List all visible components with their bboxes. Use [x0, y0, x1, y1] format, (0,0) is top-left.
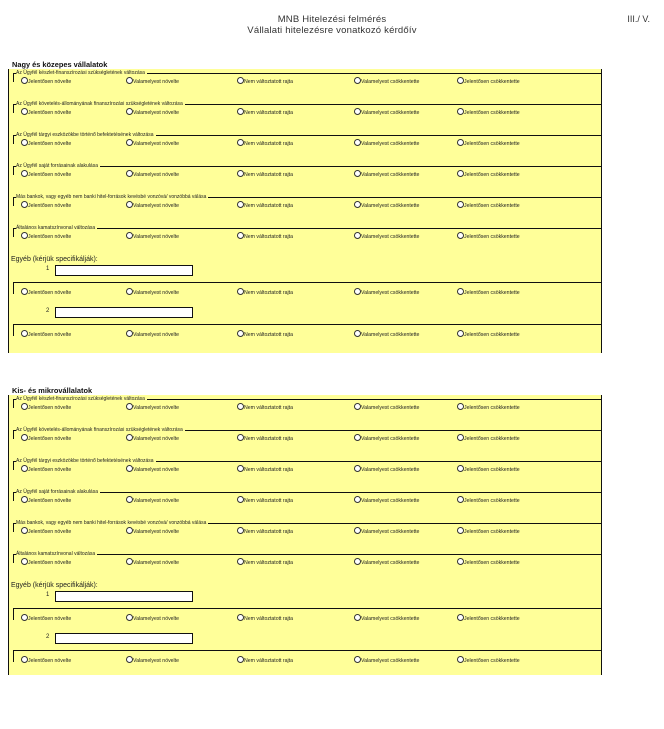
section-body: [8, 395, 602, 675]
radio-icon[interactable]: [457, 527, 464, 534]
radio-icon[interactable]: [237, 656, 244, 663]
option-jelentosen-novelte[interactable]: Jelentősen növelte: [21, 496, 71, 505]
radio-icon[interactable]: [126, 108, 133, 115]
radio-icon[interactable]: [21, 465, 28, 472]
question-group: [9, 224, 601, 255]
option-valamelyest-novelte[interactable]: Valamelyest növelte: [126, 330, 179, 339]
option-valamelyest-csokkentette[interactable]: Valamelyest csökkentette: [354, 77, 419, 86]
radio-icon[interactable]: [354, 288, 361, 295]
radio-icon[interactable]: [237, 330, 244, 337]
option-jelentosen-csokkentette[interactable]: Jelentősen csökkentette: [457, 465, 520, 474]
question-group: [9, 131, 601, 162]
group-divider: [13, 608, 601, 609]
option-valamelyest-novelte[interactable]: Valamelyest növelte: [126, 465, 179, 474]
radio-icon[interactable]: [354, 232, 361, 239]
option-nem-valtoztatott[interactable]: Nem változtatott rajta: [237, 170, 293, 179]
radio-icon[interactable]: [354, 614, 361, 621]
other-number: 2: [46, 634, 50, 640]
question-group: [9, 426, 601, 457]
option-jelentosen-novelte[interactable]: Jelentősen növelte: [21, 527, 71, 536]
radio-icon[interactable]: [354, 330, 361, 337]
option-valamelyest-csokkentette[interactable]: Valamelyest csökkentette: [354, 434, 419, 443]
radio-icon[interactable]: [237, 108, 244, 115]
radio-icon[interactable]: [457, 288, 464, 295]
option-valamelyest-csokkentette[interactable]: Valamelyest csökkentette: [354, 232, 419, 241]
group-divider: [13, 650, 601, 651]
option-valamelyest-csokkentette[interactable]: Valamelyest csökkentette: [354, 403, 419, 412]
other-input-1[interactable]: [55, 265, 193, 276]
question-group: [9, 457, 601, 488]
question-group: [9, 162, 601, 193]
question-group: [9, 550, 601, 581]
radio-icon[interactable]: [457, 614, 464, 621]
option-nem-valtoztatott[interactable]: Nem változtatott rajta: [237, 108, 293, 117]
radio-icon[interactable]: [354, 527, 361, 534]
radio-icon[interactable]: [126, 232, 133, 239]
radio-icon[interactable]: [457, 558, 464, 565]
radio-icon[interactable]: [21, 201, 28, 208]
radio-icon[interactable]: [237, 434, 244, 441]
question-group: [9, 395, 601, 426]
option-valamelyest-csokkentette[interactable]: Valamelyest csökkentette: [354, 330, 419, 339]
page-number: III./ V.: [627, 14, 650, 24]
other-input-2[interactable]: [55, 307, 193, 318]
radio-icon[interactable]: [354, 558, 361, 565]
option-valamelyest-novelte[interactable]: Valamelyest növelte: [126, 232, 179, 241]
option-jelentosen-novelte[interactable]: Jelentősen növelte: [21, 330, 71, 339]
option-jelentosen-novelte[interactable]: Jelentősen növelte: [21, 201, 71, 210]
option-jelentosen-csokkentette[interactable]: Jelentősen csökkentette: [457, 170, 520, 179]
option-nem-valtoztatott[interactable]: Nem változtatott rajta: [237, 77, 293, 86]
radio-icon[interactable]: [21, 403, 28, 410]
option-nem-valtoztatott[interactable]: Nem változtatott rajta: [237, 288, 293, 297]
option-valamelyest-novelte[interactable]: Valamelyest növelte: [126, 201, 179, 210]
group-edge: [13, 166, 14, 175]
group-edge: [13, 650, 14, 662]
option-valamelyest-novelte[interactable]: Valamelyest növelte: [126, 496, 179, 505]
group-edge: [13, 461, 14, 470]
radio-icon[interactable]: [126, 403, 133, 410]
option-jelentosen-csokkentette[interactable]: Jelentősen csökkentette: [457, 201, 520, 210]
option-valamelyest-novelte[interactable]: Valamelyest növelte: [126, 170, 179, 179]
option-valamelyest-novelte[interactable]: Valamelyest növelte: [126, 614, 179, 623]
radio-icon[interactable]: [457, 170, 464, 177]
option-valamelyest-csokkentette[interactable]: Valamelyest csökkentette: [354, 139, 419, 148]
group-edge: [13, 135, 14, 144]
option-jelentosen-csokkentette[interactable]: Jelentősen csökkentette: [457, 139, 520, 148]
radio-icon[interactable]: [126, 496, 133, 503]
radio-icon[interactable]: [126, 527, 133, 534]
option-nem-valtoztatott[interactable]: Nem változtatott rajta: [237, 527, 293, 536]
radio-icon[interactable]: [457, 403, 464, 410]
option-jelentosen-csokkentette[interactable]: Jelentősen csökkentette: [457, 434, 520, 443]
option-valamelyest-novelte[interactable]: Valamelyest növelte: [126, 527, 179, 536]
question-group: [9, 605, 601, 633]
option-jelentosen-csokkentette[interactable]: Jelentősen csökkentette: [457, 77, 520, 86]
radio-icon[interactable]: [237, 288, 244, 295]
option-nem-valtoztatott[interactable]: Nem változtatott rajta: [237, 614, 293, 623]
title-line-2: Vállalati hitelezésre vonatkozó kérdőív: [247, 25, 417, 36]
radio-icon[interactable]: [457, 232, 464, 239]
group-edge: [13, 554, 14, 563]
option-jelentosen-novelte[interactable]: Jelentősen növelte: [21, 614, 71, 623]
group-edge: [13, 324, 14, 336]
radio-icon[interactable]: [126, 558, 133, 565]
radio-icon[interactable]: [21, 558, 28, 565]
radio-icon[interactable]: [126, 201, 133, 208]
group-divider: [13, 166, 601, 167]
other-number: 2: [46, 308, 50, 314]
radio-icon[interactable]: [354, 656, 361, 663]
question-group: [9, 488, 601, 519]
radio-icon[interactable]: [126, 170, 133, 177]
option-valamelyest-novelte[interactable]: Valamelyest növelte: [126, 288, 179, 297]
option-valamelyest-csokkentette[interactable]: Valamelyest csökkentette: [354, 614, 419, 623]
question-label: Az Ügyfél készlet-finanszírozási szükségletének változása: [16, 70, 145, 76]
option-jelentosen-csokkentette[interactable]: Jelentősen csökkentette: [457, 558, 520, 567]
option-valamelyest-novelte[interactable]: Valamelyest növelte: [126, 77, 179, 86]
question-label: Az Ügyfél saját forrásainak alakulása: [16, 163, 98, 169]
radio-icon[interactable]: [354, 108, 361, 115]
radio-icon[interactable]: [354, 496, 361, 503]
radio-icon[interactable]: [126, 77, 133, 84]
question-label: Az Ügyfél tárgyi eszközökbe történő befektetésének változása: [16, 458, 154, 464]
question-label: Az Ügyfél követelés-állományának finanszírozási szükségletének változása: [16, 427, 183, 433]
radio-icon[interactable]: [237, 77, 244, 84]
radio-icon[interactable]: [457, 330, 464, 337]
question-label: Az Ügyfél tárgyi eszközökbe történő befektetésének változása: [16, 132, 154, 138]
radio-icon[interactable]: [457, 496, 464, 503]
option-jelentosen-novelte[interactable]: Jelentősen növelte: [21, 108, 71, 117]
option-valamelyest-novelte[interactable]: Valamelyest növelte: [126, 656, 179, 665]
question-label: Általános kamatszínvonal változása: [16, 225, 96, 231]
radio-icon[interactable]: [237, 558, 244, 565]
option-nem-valtoztatott[interactable]: Nem változtatott rajta: [237, 558, 293, 567]
option-nem-valtoztatott[interactable]: Nem változtatott rajta: [237, 330, 293, 339]
question-group: [9, 69, 601, 100]
radio-icon[interactable]: [126, 434, 133, 441]
radio-icon[interactable]: [457, 656, 464, 663]
section-small-micro: [8, 386, 602, 675]
document-title: [0, 14, 664, 36]
radio-icon[interactable]: [354, 201, 361, 208]
radio-icon[interactable]: [354, 139, 361, 146]
option-nem-valtoztatott[interactable]: Nem változtatott rajta: [237, 496, 293, 505]
question-group: [9, 647, 601, 675]
other-row-1: [9, 265, 601, 279]
option-jelentosen-novelte[interactable]: Jelentősen növelte: [21, 434, 71, 443]
title-line-1: MNB Hitelezési felmérés: [277, 14, 387, 25]
other-number: 1: [46, 592, 50, 598]
radio-icon[interactable]: [457, 139, 464, 146]
option-jelentosen-csokkentette[interactable]: Jelentősen csökkentette: [457, 232, 520, 241]
group-edge: [13, 228, 14, 237]
group-edge: [13, 282, 14, 294]
radio-icon[interactable]: [21, 656, 28, 663]
other-row-2: [9, 307, 601, 321]
option-valamelyest-novelte[interactable]: Valamelyest növelte: [126, 108, 179, 117]
option-valamelyest-csokkentette[interactable]: Valamelyest csökkentette: [354, 288, 419, 297]
option-jelentosen-csokkentette[interactable]: Jelentősen csökkentette: [457, 656, 520, 665]
option-nem-valtoztatott[interactable]: Nem változtatott rajta: [237, 201, 293, 210]
option-nem-valtoztatott[interactable]: Nem változtatott rajta: [237, 232, 293, 241]
radio-icon[interactable]: [237, 496, 244, 503]
radio-icon[interactable]: [354, 77, 361, 84]
option-valamelyest-csokkentette[interactable]: Valamelyest csökkentette: [354, 558, 419, 567]
question-group: [9, 100, 601, 131]
radio-icon[interactable]: [126, 656, 133, 663]
option-jelentosen-novelte[interactable]: Jelentősen növelte: [21, 656, 71, 665]
radio-icon[interactable]: [126, 465, 133, 472]
radio-icon[interactable]: [237, 465, 244, 472]
question-label: Általános kamatszínvonal változása: [16, 551, 96, 557]
group-edge: [13, 492, 14, 501]
radio-icon[interactable]: [126, 288, 133, 295]
option-jelentosen-novelte[interactable]: Jelentősen növelte: [21, 170, 71, 179]
radio-icon[interactable]: [21, 139, 28, 146]
other-specify-label: Egyéb (kérjük specifikálják):: [11, 256, 98, 263]
option-nem-valtoztatott[interactable]: Nem változtatott rajta: [237, 139, 293, 148]
section-large-medium: [8, 60, 602, 353]
group-edge: [13, 523, 14, 532]
group-edge: [13, 430, 14, 439]
radio-icon[interactable]: [237, 527, 244, 534]
option-valamelyest-csokkentette[interactable]: Valamelyest csökkentette: [354, 496, 419, 505]
radio-icon[interactable]: [457, 465, 464, 472]
group-divider: [13, 554, 601, 555]
option-valamelyest-csokkentette[interactable]: Valamelyest csökkentette: [354, 527, 419, 536]
radio-icon[interactable]: [354, 170, 361, 177]
question-group: [9, 193, 601, 224]
radio-icon[interactable]: [237, 403, 244, 410]
group-edge: [13, 197, 14, 206]
radio-icon[interactable]: [21, 170, 28, 177]
other-input-1[interactable]: [55, 591, 193, 602]
radio-icon[interactable]: [354, 434, 361, 441]
radio-icon[interactable]: [21, 77, 28, 84]
option-jelentosen-csokkentette[interactable]: Jelentősen csökkentette: [457, 614, 520, 623]
radio-icon[interactable]: [457, 77, 464, 84]
option-valamelyest-novelte[interactable]: Valamelyest növelte: [126, 434, 179, 443]
option-jelentosen-novelte[interactable]: Jelentősen növelte: [21, 558, 71, 567]
group-edge: [13, 608, 14, 620]
radio-icon[interactable]: [126, 139, 133, 146]
radio-icon[interactable]: [21, 614, 28, 621]
radio-icon[interactable]: [21, 527, 28, 534]
option-valamelyest-novelte[interactable]: Valamelyest növelte: [126, 403, 179, 412]
radio-icon[interactable]: [21, 232, 28, 239]
radio-icon[interactable]: [237, 232, 244, 239]
question-group: [9, 519, 601, 550]
option-jelentosen-novelte[interactable]: Jelentősen növelte: [21, 403, 71, 412]
other-input-2[interactable]: [55, 633, 193, 644]
radio-icon[interactable]: [457, 108, 464, 115]
radio-icon[interactable]: [21, 496, 28, 503]
option-nem-valtoztatott[interactable]: Nem változtatott rajta: [237, 465, 293, 474]
option-jelentosen-csokkentette[interactable]: Jelentősen csökkentette: [457, 527, 520, 536]
other-row-2: [9, 633, 601, 647]
radio-icon[interactable]: [237, 614, 244, 621]
group-edge: [13, 73, 14, 82]
group-divider: [13, 282, 601, 283]
radio-icon[interactable]: [21, 434, 28, 441]
question-group: [9, 279, 601, 307]
option-jelentosen-novelte[interactable]: Jelentősen növelte: [21, 232, 71, 241]
question-label: Az Ügyfél követelés-állományának finanszírozási szükségletének változása: [16, 101, 183, 107]
radio-icon[interactable]: [237, 139, 244, 146]
option-valamelyest-csokkentette[interactable]: Valamelyest csökkentette: [354, 108, 419, 117]
section-body: [8, 69, 602, 353]
option-jelentosen-novelte[interactable]: Jelentősen növelte: [21, 77, 71, 86]
option-nem-valtoztatott[interactable]: Nem változtatott rajta: [237, 403, 293, 412]
question-label: Az Ügyfél készlet-finanszírozási szükségletének változása: [16, 396, 145, 402]
question-label: Az Ügyfél saját forrásainak alakulása: [16, 489, 98, 495]
option-jelentosen-csokkentette[interactable]: Jelentősen csökkentette: [457, 108, 520, 117]
radio-icon[interactable]: [126, 330, 133, 337]
section-title: Nagy és közepes vállalatok: [8, 60, 602, 69]
other-specify-label: Egyéb (kérjük specifikálják):: [11, 582, 98, 589]
radio-icon[interactable]: [126, 614, 133, 621]
radio-icon[interactable]: [237, 201, 244, 208]
option-jelentosen-novelte[interactable]: Jelentősen növelte: [21, 288, 71, 297]
option-jelentosen-csokkentette[interactable]: Jelentősen csökkentette: [457, 403, 520, 412]
option-valamelyest-novelte[interactable]: Valamelyest növelte: [126, 558, 179, 567]
radio-icon[interactable]: [354, 403, 361, 410]
option-valamelyest-csokkentette[interactable]: Valamelyest csökkentette: [354, 201, 419, 210]
question-label: Más bankok, vagy egyéb nem banki hitel-források kevésbé vonzóvá/ vonzóbbá válása: [16, 520, 207, 526]
radio-icon[interactable]: [354, 465, 361, 472]
radio-icon[interactable]: [237, 170, 244, 177]
radio-icon[interactable]: [457, 434, 464, 441]
option-valamelyest-csokkentette[interactable]: Valamelyest csökkentette: [354, 465, 419, 474]
option-jelentosen-csokkentette[interactable]: Jelentősen csökkentette: [457, 288, 520, 297]
option-valamelyest-csokkentette[interactable]: Valamelyest csökkentette: [354, 656, 419, 665]
group-edge: [13, 399, 14, 408]
option-nem-valtoztatott[interactable]: Nem változtatott rajta: [237, 434, 293, 443]
question-group: [9, 321, 601, 349]
radio-icon[interactable]: [21, 330, 28, 337]
other-row-1: [9, 591, 601, 605]
question-label: Más bankok, vagy egyéb nem banki hitel-források kevésbé vonzóvá/ vonzóbbá válása: [16, 194, 207, 200]
option-jelentosen-csokkentette[interactable]: Jelentősen csökkentette: [457, 496, 520, 505]
group-divider: [13, 228, 601, 229]
option-valamelyest-csokkentette[interactable]: Valamelyest csökkentette: [354, 170, 419, 179]
radio-icon[interactable]: [21, 108, 28, 115]
group-divider: [13, 324, 601, 325]
group-edge: [13, 104, 14, 113]
radio-icon[interactable]: [21, 288, 28, 295]
option-jelentosen-novelte[interactable]: Jelentősen növelte: [21, 465, 71, 474]
option-jelentosen-novelte[interactable]: Jelentősen növelte: [21, 139, 71, 148]
section-title: Kis- és mikrovállalatok: [8, 386, 602, 395]
radio-icon[interactable]: [457, 201, 464, 208]
group-divider: [13, 492, 601, 493]
other-number: 1: [46, 266, 50, 272]
option-nem-valtoztatott[interactable]: Nem változtatott rajta: [237, 656, 293, 665]
option-valamelyest-novelte[interactable]: Valamelyest növelte: [126, 139, 179, 148]
option-jelentosen-csokkentette[interactable]: Jelentősen csökkentette: [457, 330, 520, 339]
